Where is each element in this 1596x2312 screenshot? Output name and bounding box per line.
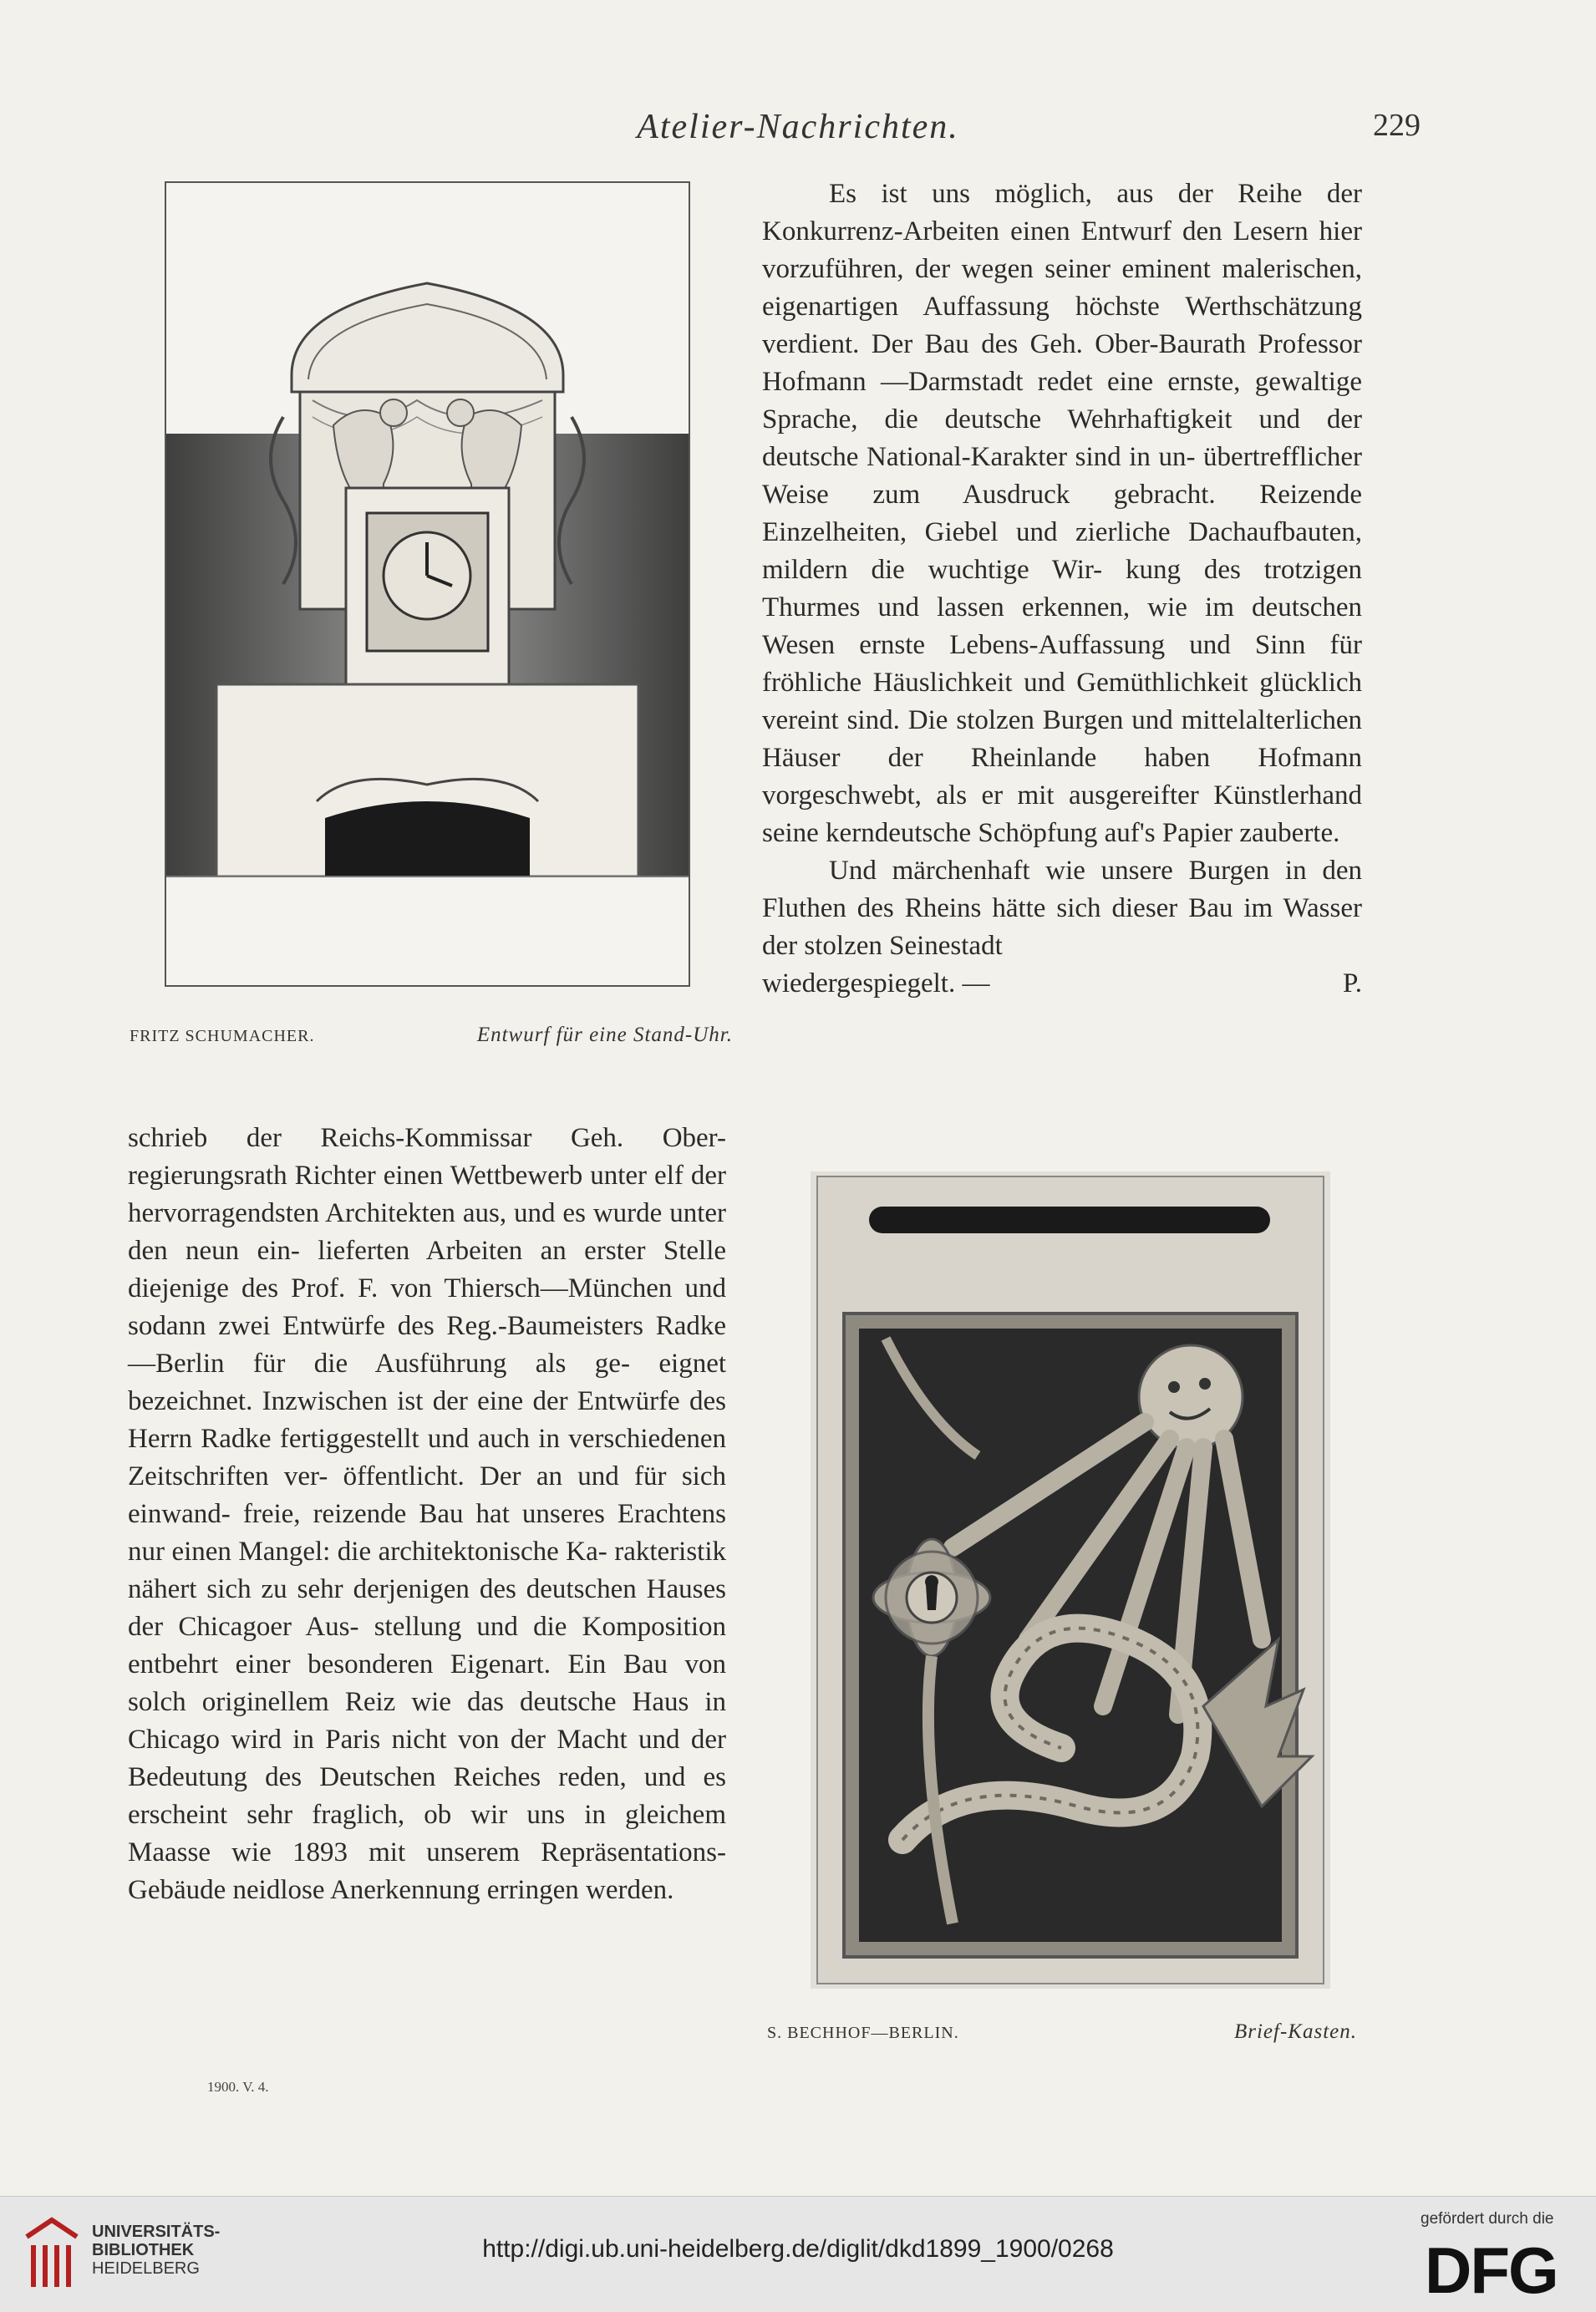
left-column-text bbox=[128, 1120, 726, 1909]
text-line: schrieb der Reichs-Kommissar Geh. Ober- bbox=[128, 1123, 726, 1153]
text-line: der deutsche National-Karakter sind in un- bbox=[762, 404, 1363, 472]
funder-label: gefördert durch die bbox=[1421, 2210, 1554, 2228]
text-line: originellem Reiz wie das deutsche Haus in bbox=[201, 1687, 726, 1717]
text-line: des deutschen Hauses der Chicagoer Aus- bbox=[128, 1574, 726, 1642]
text-line: nur einen Mangel: die architektonische Ka- bbox=[128, 1537, 607, 1567]
text-line: unserem Repräsentations-Gebäude neidlose bbox=[128, 1837, 727, 1905]
running-header: Atelier-Nachrichten. bbox=[637, 108, 959, 146]
author-signature: P. bbox=[1343, 968, 1362, 998]
right-column-text bbox=[762, 175, 1362, 1003]
issue-marker: 1900. V. 4. bbox=[207, 2079, 269, 2095]
letterbox-drawing bbox=[811, 1171, 1330, 1989]
text-line: eignet bezeichnet. Inzwischen ist der eine bbox=[128, 1349, 727, 1416]
dfg-logo: DFG bbox=[1425, 2233, 1558, 2307]
library-name-line: HEIDELBERG bbox=[92, 2259, 200, 2278]
closing-text: wiedergespiegelt. — bbox=[762, 968, 990, 998]
text-line: Chicago wird in Paris nicht von der Macht bbox=[128, 1725, 628, 1755]
text-line: —Darmstadt redet eine ernste, gewaltige bbox=[880, 367, 1363, 397]
text-line: ausgereifter Künstlerhand seine kerndeutsche bbox=[762, 780, 1363, 848]
text-line: höchste Werthschätzung verdient. Der Bau bbox=[762, 292, 1362, 359]
library-name-line: BIBLIOTHEK bbox=[92, 2241, 195, 2259]
text-line: Sprache, die deutsche Wehrhaftigkeit und bbox=[762, 404, 1300, 434]
clock-illustration bbox=[165, 181, 690, 987]
clock-drawing bbox=[166, 183, 689, 985]
letterbox-caption-title: Brief-Kasten. bbox=[1233, 2020, 1357, 2043]
text-line: in den Fluthen des Rheins hätte sich dieser bbox=[762, 856, 1363, 923]
text-line: Bau im Wasser der stolzen Seinestadt bbox=[762, 893, 1363, 961]
paragraph-maerchenhaft bbox=[762, 852, 1362, 965]
paragraph-wettbewerb bbox=[128, 1120, 726, 1909]
library-name-line: UNIVERSITÄTS- bbox=[92, 2223, 221, 2241]
letterbox-caption bbox=[767, 2020, 1357, 2044]
text-line: öffentlicht. Der an und für sich einwand- bbox=[128, 1461, 726, 1529]
text-line: der Entwürfe des Herrn Radke fertiggestellt bbox=[128, 1386, 727, 1454]
text-line: erkennen, wie im deutschen Wesen ernste bbox=[762, 592, 1362, 660]
permalink-url[interactable]: http://digi.ub.uni-heidelberg.de/diglit/dkd1899_1900/0268 bbox=[482, 2235, 1114, 2263]
text-line: reden, und es erscheint sehr fraglich, ob bbox=[128, 1762, 726, 1830]
text-line: sodann zwei Entwürfe des Reg.-Baumeisters bbox=[128, 1311, 643, 1341]
text-line: besonderen Eigenart. Ein Bau von solch bbox=[128, 1649, 726, 1717]
clock-caption bbox=[130, 1024, 733, 1047]
text-line: Konkurrenz-Arbeiten einen Entwurf den bbox=[762, 216, 1222, 246]
text-line: übertrefflicher Weise zum Ausdruck gebracht. bbox=[762, 442, 1362, 510]
text-line: aus, und es wurde unter den neun ein- bbox=[128, 1198, 727, 1266]
text-line: Dachaufbauten, mildern die wuchtige Wir- bbox=[762, 517, 1362, 585]
letterbox-photo bbox=[811, 1171, 1330, 1989]
text-line: Lesern hier vorzuführen, der wegen seiner bbox=[762, 216, 1362, 284]
text-line: vereint sind. Die stolzen Burgen und bbox=[762, 705, 1173, 735]
text-line: wir uns in gleichem Maasse wie 1893 mit bbox=[128, 1800, 726, 1867]
text-line: und der Bedeutung des Deutschen Reiches bbox=[128, 1725, 727, 1792]
text-line: unter elf der hervorragendsten Architekten bbox=[128, 1161, 726, 1228]
clock-caption-title: Entwurf für eine Stand-Uhr. bbox=[476, 1024, 733, 1046]
text-line: mittelalterlichen Häuser der Rheinlande bbox=[762, 705, 1362, 773]
text-line: kung des trotzigen Thurmes und lassen bbox=[762, 555, 1363, 622]
text-line: haben Hofmann vorgeschwebt, als er mit bbox=[762, 743, 1362, 810]
text-line: Es ist uns möglich, aus der Reihe der bbox=[829, 179, 1362, 209]
text-line: Lebens-Auffassung und Sinn für fröhliche bbox=[762, 630, 1363, 698]
text-line: Häuslichkeit und Gemüthlichkeit glücklich bbox=[872, 668, 1363, 698]
letterbox-caption-author: S. BECHHOF—BERLIN. bbox=[767, 2024, 959, 2042]
text-line: eminent malerischen, eigenartigen Auffassung bbox=[762, 254, 1362, 322]
text-line: des Geh. Ober-Baurath Professor Hofmann bbox=[762, 329, 1363, 397]
text-line: regierungsrath Richter einen Wettbewerb bbox=[128, 1161, 583, 1191]
text-line: und auch in verschiedenen Zeitschriften ver- bbox=[128, 1424, 726, 1491]
paragraph-hofmann bbox=[762, 175, 1362, 852]
text-line: lieferten Arbeiten an erster Stelle diejenige bbox=[128, 1236, 727, 1303]
text-line: Radke—Berlin für die Ausführung als ge- bbox=[128, 1311, 726, 1379]
text-line: Und märchenhaft wie unsere Burgen bbox=[829, 856, 1270, 886]
text-line: Schöpfung auf's Papier zauberte. bbox=[978, 818, 1340, 848]
text-line: Anerkennung erringen werden. bbox=[329, 1875, 674, 1905]
text-line: Reizende Einzelheiten, Giebel und zierliche bbox=[762, 480, 1362, 547]
text-line: stellung und die Komposition entbehrt einer bbox=[128, 1612, 726, 1679]
closing-line bbox=[762, 965, 1362, 1003]
text-line: freie, reizende Bau hat unseres Erachtens bbox=[242, 1499, 727, 1529]
text-line: rakteristik nähert sich zu sehr derjenigen bbox=[128, 1537, 727, 1604]
clock-caption-author: FRITZ SCHUMACHER. bbox=[130, 1027, 315, 1045]
text-line: des Prof. F. von Thiersch—München und bbox=[241, 1273, 726, 1303]
page-number: 229 bbox=[1373, 108, 1421, 143]
